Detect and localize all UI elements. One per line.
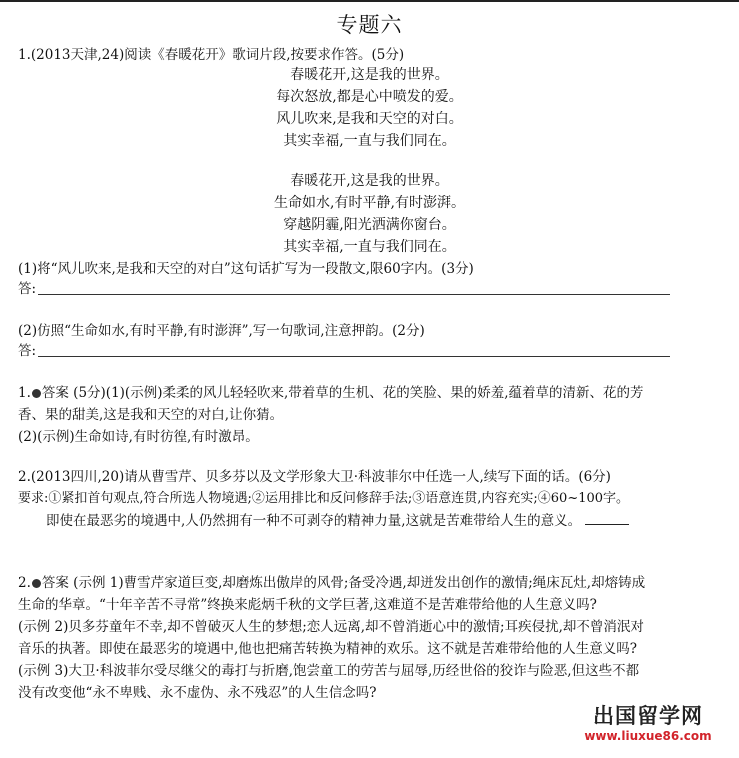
logo-name: 出国留学网 [593, 704, 703, 728]
a1-text: 答案 (5分)(1)(示例)柔柔的风儿轻轻吹来,带着草的生机、花的笑脸、果的娇羞,蕴着草的清新、花的芳 [41, 385, 644, 401]
a2-line: 音乐的执著。即使在最恶劣的境遇中,他也把痛苦转换为精神的欢乐。这不就是苦难带给他的人生意义吗? [18, 641, 638, 657]
q1-prompt: 1.(2013天津,24)阅读《春暖花开》歌词片段,按要求作答。(5分) [18, 47, 405, 63]
answer-line [38, 294, 670, 295]
a2-line: (示例 3)大卫·科波菲尔受尽继父的毒打与折磨,饱尝童工的劳苦与屈辱,历经世俗的狡诈与险恶,但这些不都 [18, 663, 640, 679]
a2-text: 答案 (示例 1)曹雪芹家道巨变,却磨炼出傲岸的风骨;备受冷遇,却迸发出创作的激情;绳床瓦灶,却熔铸成 [41, 575, 646, 591]
site-logo [573, 704, 723, 748]
a2-line: 生命的华章。“十年辛苦不寻常”终换来彪炳千秋的文学巨著,这难道不是苦难带给他的人生意义吗? [18, 597, 597, 613]
a2-line: (示例 2)贝多芬童年不幸,却不曾破灭人生的梦想;恋人远离,却不曾消逝心中的激情;耳疾侵扰,却不曾消泯对 [18, 619, 644, 635]
page-title: 专题六 [336, 13, 403, 37]
a2-number: 2. [18, 575, 31, 591]
answer-line [38, 356, 670, 357]
q1-sub1: (1)将“风儿吹来,是我和天空的对白”这句话扩写为一段散文,限60字内。(3分) [18, 261, 474, 277]
poem-line: 生命如水,有时平静,有时澎湃。 [274, 195, 465, 211]
poem-line: 其实幸福,一直与我们同在。 [283, 133, 456, 149]
a1-line: (2)(示例)生命如诗,有时彷徨,有时激昂。 [18, 429, 259, 445]
poem-line: 春暖花开,这是我的世界。 [290, 173, 449, 189]
q2-prompt: 2.(2013四川,20)请从曹雪芹、贝多芬以及文学形象大卫·科波菲尔中任选一人,续写下面的话。(6分) [18, 469, 611, 485]
poem-line: 穿越阴霾,阳光洒满你窗台。 [283, 217, 456, 233]
logo-url: www.liuxue86.com [584, 729, 712, 743]
a1-line [18, 382, 644, 404]
a1-number: 1. [18, 385, 31, 401]
q2-requirements: 要求:①紧扣首句观点,符合所选人物境遇;②运用排比和反问修辞手法;③语意连贯,内容充实;④60~100字。 [18, 491, 630, 506]
a2-line: 没有改变他“永不卑贱、永不虚伪、永不残忍”的人生信念吗? [18, 685, 377, 701]
answer-marker-icon [32, 579, 41, 588]
q2-opening-text: 即使在最恶劣的境遇中,人仍然拥有一种不可剥夺的精神力量,这就是苦难带给人生的意义。 [46, 513, 582, 529]
poem-line: 每次怒放,都是心中喷发的爱。 [276, 89, 463, 105]
q1-sub2: (2)仿照“生命如水,有时平静,有时澎湃”,写一句歌词,注意押韵。(2分) [18, 323, 425, 339]
answer-label: 答: [18, 281, 37, 297]
poem-line: 其实幸福,一直与我们同在。 [283, 239, 456, 255]
poem-line: 风儿吹来,是我和天空的对白。 [276, 111, 463, 127]
answer-marker-icon [32, 389, 41, 398]
a2-line [18, 572, 645, 594]
poem-line: 春暖花开,这是我的世界。 [290, 67, 449, 83]
answer-label: 答: [18, 343, 37, 359]
fill-blank [585, 510, 629, 525]
q2-opening-sentence [46, 510, 629, 532]
a1-line: 香、果的甜美,这是我和天空的对白,让你猜。 [18, 407, 284, 423]
top-border [0, 0, 739, 2]
